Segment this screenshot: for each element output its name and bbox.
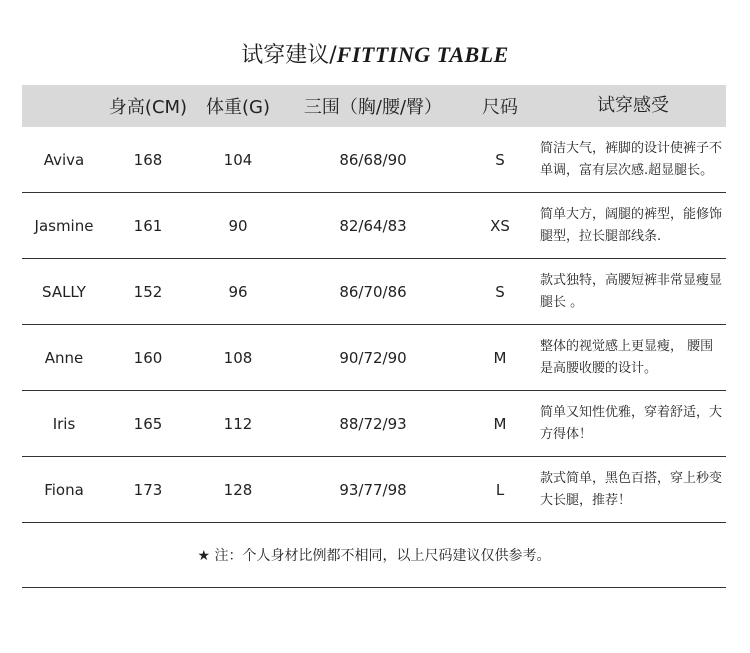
header-size: 尺码	[482, 97, 518, 118]
model-name: Anne	[44, 348, 84, 367]
header-feedback: 试穿感受	[597, 95, 669, 116]
size-value: M	[493, 414, 507, 433]
height-value: 160	[133, 348, 163, 367]
weight-value: 108	[223, 348, 253, 367]
size-value: S	[495, 150, 505, 169]
title-english: FITTING TABLE	[336, 42, 509, 67]
table-row	[22, 127, 726, 193]
height-value: 161	[133, 216, 163, 235]
weight-value: 96	[228, 282, 248, 301]
measurements-value: 86/70/86	[339, 282, 407, 301]
table-row	[22, 391, 726, 457]
height-value: 165	[133, 414, 163, 433]
weight-value: 128	[223, 480, 253, 499]
header-height: 身高(CM)	[108, 97, 188, 118]
height-value: 173	[133, 480, 163, 499]
feedback-text: 简单大方，阔腿的裤型，能修饰腿型，拉长腿部线条.	[540, 206, 723, 244]
measurements-value: 90/72/90	[339, 348, 407, 367]
fitting-table	[22, 85, 726, 588]
feedback-text: 简洁大气，裤脚的设计使裤子不单调，富有层次感.超显腿长。	[540, 140, 723, 178]
size-value: L	[495, 480, 505, 499]
measurements-value: 82/64/83	[339, 216, 407, 235]
feedback-text: 款式简单，黑色百搭，穿上秒变大长腿，推荐！	[540, 470, 723, 508]
table-header	[22, 85, 726, 127]
header-measurements: 三围（胸/腰/臀）	[303, 97, 443, 118]
measurements-value: 86/68/90	[339, 150, 407, 169]
model-name: SALLY	[42, 282, 86, 301]
table-row	[22, 325, 726, 391]
model-name: Fiona	[44, 480, 84, 499]
page-title	[0, 40, 750, 71]
size-value: XS	[490, 216, 510, 235]
feedback-text: 款式独特，高腰短裤非常显瘦显腿长 。	[540, 272, 723, 310]
model-name: Iris	[52, 414, 76, 433]
model-name: Aviva	[43, 150, 85, 169]
feedback-text: 整体的视觉感上更显瘦， 腰围是高腰收腰的设计。	[540, 338, 714, 376]
title-chinese: 试穿建议/	[241, 43, 337, 68]
measurements-value: 88/72/93	[339, 414, 407, 433]
measurements-value: 93/77/98	[339, 480, 407, 499]
weight-value: 104	[223, 150, 253, 169]
header-weight: 体重(G)	[206, 97, 270, 118]
footnote: ★ 注：个人身材比例都不相同，以上尺码建议仅供参考。	[22, 523, 726, 588]
table-row	[22, 259, 726, 325]
feedback-text: 简单又知性优雅，穿着舒适，大方得体！	[540, 404, 723, 442]
weight-value: 112	[223, 414, 253, 433]
size-value: M	[493, 348, 507, 367]
model-name: Jasmine	[34, 216, 94, 235]
height-value: 152	[133, 282, 163, 301]
table-row	[22, 193, 726, 259]
size-value: S	[495, 282, 505, 301]
table-row	[22, 457, 726, 523]
weight-value: 90	[228, 216, 248, 235]
height-value: 168	[133, 150, 163, 169]
